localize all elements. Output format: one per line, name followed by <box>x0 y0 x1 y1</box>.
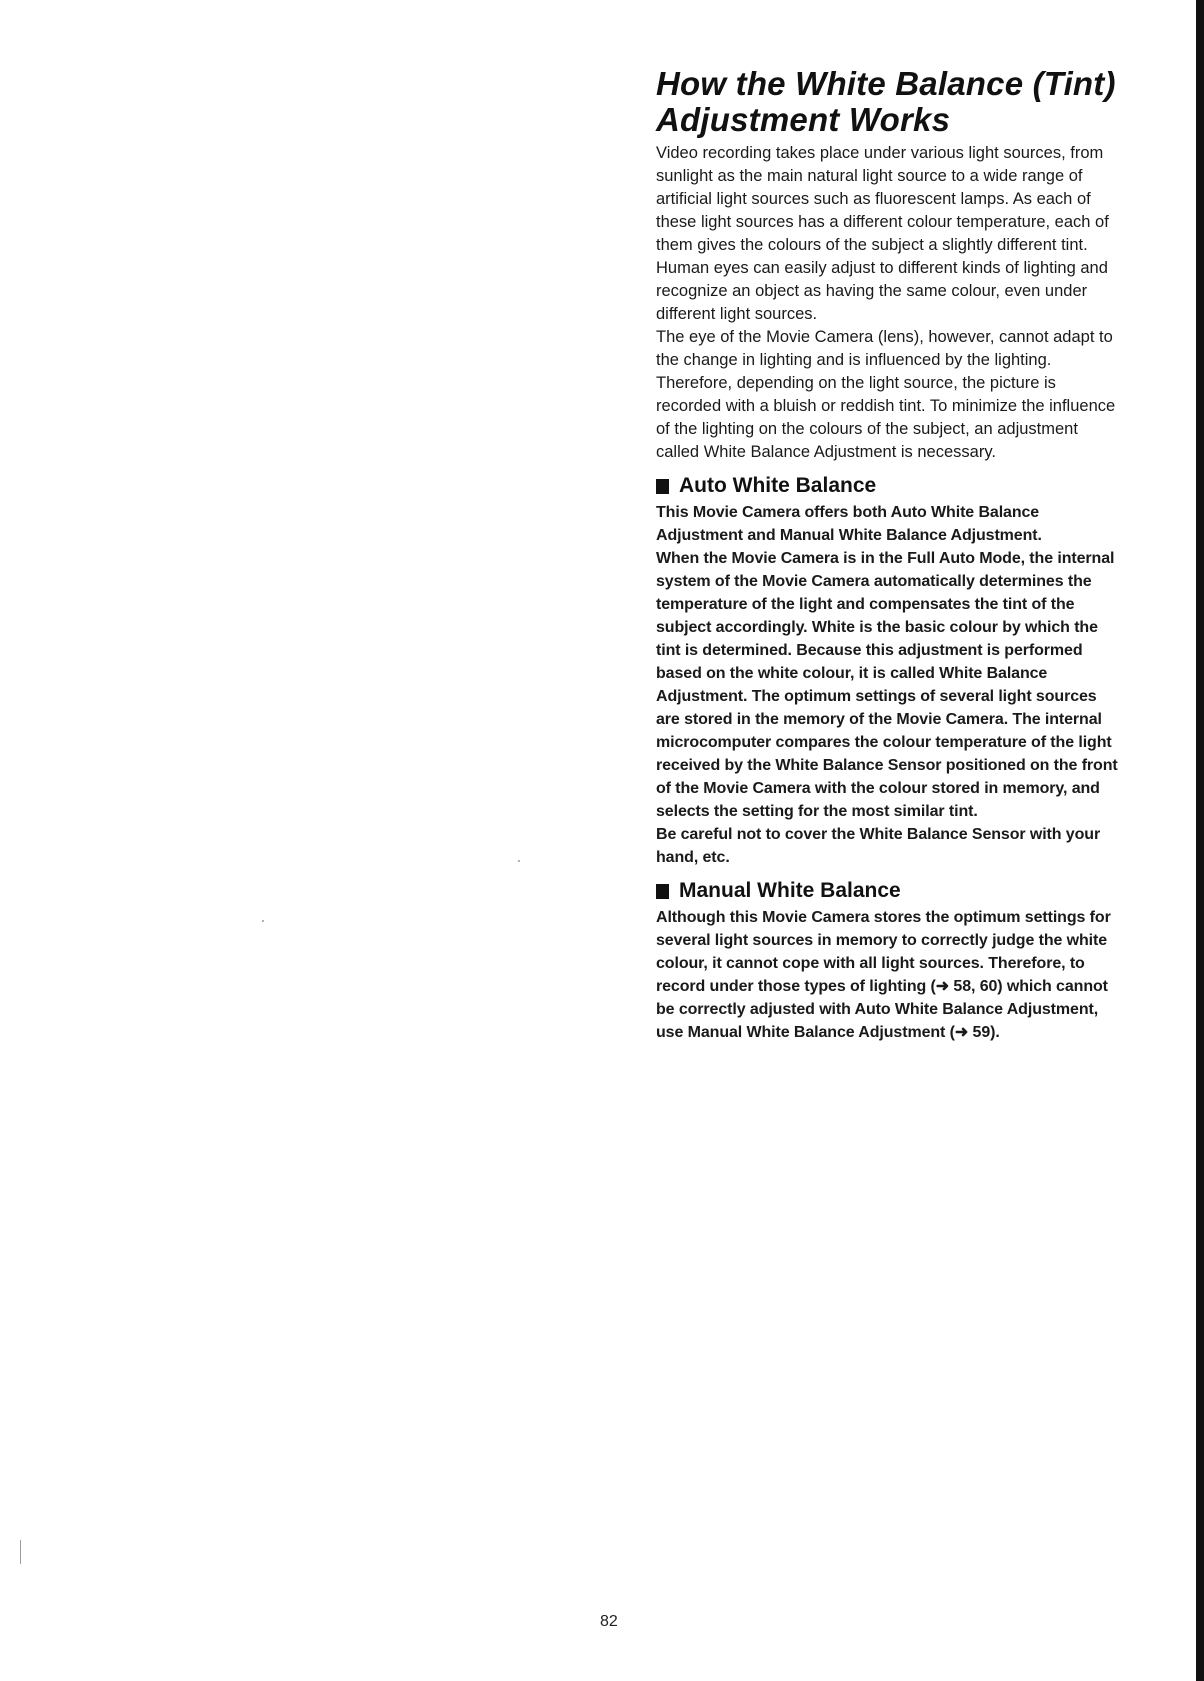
scan-speck <box>262 920 264 922</box>
page-title: How the White Balance (Tint) Adjustment Works <box>656 65 1116 138</box>
auto-paragraph-2: When the Movie Camera is in the Full Auto Mode, the internal system of the Movie Camera automatically determines the temperature of the light and compensates the tint of the subject accordingly. White is the basic colour by which the tint is determined. Because this adjustment is performed based on the white colour, it is called White Balance Adjustment. The optimum settings of several light sources are stored in the memory of the Movie Camera. The internal microcomputer compares the colour temperature of the light received by the White Balance Sensor positioned on the front of the Movie Camera with the colour stored in memory, and selects the setting for the most similar tint. <box>656 550 1118 820</box>
bullet-square-icon <box>656 479 669 494</box>
manual-white-balance-section <box>656 878 1122 1044</box>
scan-speck <box>20 1540 21 1564</box>
manual-paragraph: Although this Movie Camera stores the optimum settings for several light sources in memory to correctly judge the white colour, it cannot cope with all light sources. Therefore, to record under those types of lighting (➜ 58, 60) which cannot be correctly adjusted with Auto White Balance Adjustment, use Manual White Balance Adjustment (➜ 59). <box>656 909 1111 1041</box>
article-column <box>656 66 1122 1044</box>
auto-paragraph-1: This Movie Camera offers both Auto White Balance Adjustment and Manual White Balance Adjustment. <box>656 504 1042 544</box>
intro-paragraph-2: Human eyes can easily adjust to different kinds of lighting and recognize an object as having the same colour, even under different light sources. <box>656 259 1108 323</box>
auto-white-balance-heading-text: Auto White Balance <box>679 474 877 497</box>
auto-white-balance-section <box>656 473 1122 869</box>
auto-paragraph-3: Be careful not to cover the White Balance Sensor with your hand, etc. <box>656 826 1101 866</box>
scan-edge-border <box>1196 0 1204 1681</box>
page-number: 82 <box>600 1613 618 1630</box>
intro-section <box>656 142 1122 464</box>
scan-speck <box>518 860 520 862</box>
bullet-square-icon <box>656 884 669 899</box>
manual-white-balance-heading <box>656 878 1122 904</box>
manual-white-balance-heading-text: Manual White Balance <box>679 879 901 902</box>
auto-white-balance-heading <box>656 473 1122 499</box>
intro-paragraph-3: The eye of the Movie Camera (lens), however, cannot adapt to the change in lighting and is influenced by the lighting. Therefore, depending on the light source, the picture is recorded with a bluish or reddish tint. To minimize the influence of the lighting on the colours of the subject, an adjustment called White Balance Adjustment is necessary. <box>656 328 1116 461</box>
intro-paragraph-1: Video recording takes place under various light sources, from sunlight as the main natural light source to a wide range of artificial light sources such as fluorescent lamps. As each of these light sources has a different colour temperature, each of them gives the colours of the subject a slightly different tint. <box>656 144 1109 254</box>
